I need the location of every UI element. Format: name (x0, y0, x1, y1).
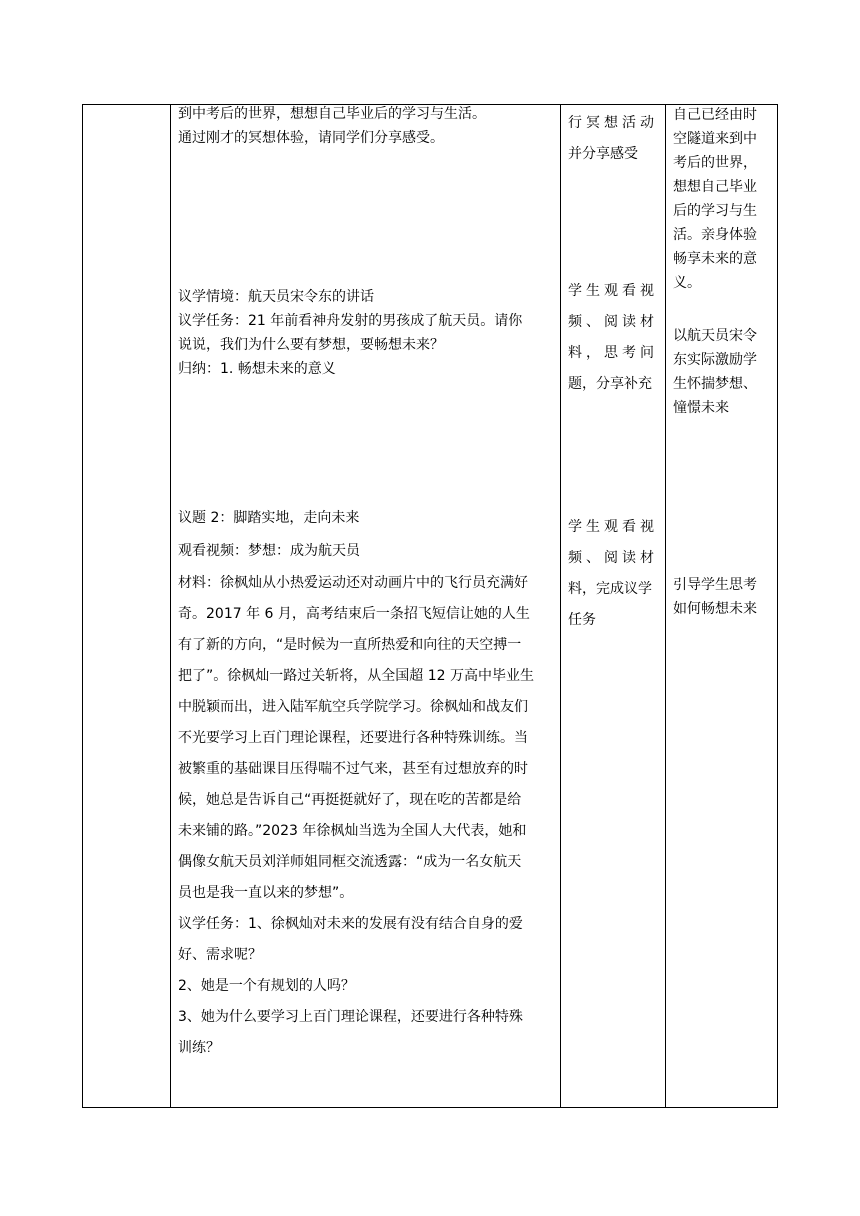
activity-line: 行冥想活动 (568, 115, 658, 131)
activity-line: 并分享感受 (568, 146, 638, 162)
column-divider-2 (560, 104, 561, 1108)
content-line: 候，她总是告诉自己“再挺挺就好了，现在吃的苦都是给 (178, 792, 522, 808)
content-line: 把了”。徐枫灿一路过关斩将，从全国超 12 万高中毕业生 (178, 668, 534, 684)
student-activity-bottom (568, 512, 658, 636)
activity-line: 任务 (568, 612, 596, 628)
activity-line: 频、阅读材 (568, 314, 658, 330)
content-line: 有了新的方向，“是时候为一直所热爱和向往的天空搏一 (178, 637, 522, 653)
student-activity-top (568, 108, 658, 170)
design-intent-top (673, 104, 757, 296)
content-line: 议学情境：航天员宋令东的讲话 (178, 289, 374, 305)
intent-line: 义。 (673, 275, 701, 291)
content-block-bottom (178, 502, 534, 1064)
intent-line: 想想自己毕业 (673, 179, 757, 195)
column-divider-1 (170, 104, 171, 1108)
intent-line: 畅享未来的意 (673, 251, 757, 267)
intent-line: 考后的世界， (673, 155, 757, 171)
content-line: 未来铺的路。”2023 年徐枫灿当选为全国人大代表，她和 (178, 823, 527, 839)
content-line: 中脱颖而出，进入陆军航空兵学院学习。徐枫灿和战友们 (178, 699, 528, 715)
student-activity-middle (568, 276, 658, 400)
content-line: 训练？ (178, 1040, 220, 1056)
activity-line: 料，思考问 (568, 345, 658, 361)
intent-line: 空隧道来到中 (673, 131, 757, 147)
intent-line: 东实际激励学 (673, 352, 757, 368)
content-line: 议学任务：21 年前看神舟发射的男孩成了航天员。请你 (178, 313, 523, 329)
content-line: 材料：徐枫灿从小热爱运动还对动画片中的飞行员充满好 (178, 575, 528, 591)
activity-line: 料，完成议学 (568, 581, 652, 597)
content-line: 观看视频：梦想：成为航天员 (178, 543, 360, 559)
intent-line: 生怀揣梦想、 (673, 376, 757, 392)
content-line: 议题 2：脚踏实地，走向未来 (178, 510, 360, 526)
content-line: 偶像女航天员刘洋师姐同框交流透露：“成为一名女航天 (178, 854, 522, 870)
design-intent-bottom (673, 574, 757, 622)
table-left-border (82, 104, 83, 1108)
content-line: 2、她是一个有规划的人吗？ (178, 978, 355, 994)
content-line: 3、她为什么要学习上百门理论课程，还要进行各种特殊 (178, 1009, 523, 1025)
content-line: 议学任务：1、徐枫灿对未来的发展有没有结合自身的爱 (178, 916, 523, 932)
table-bottom-border (82, 1107, 778, 1108)
content-line: 员也是我一直以来的梦想”。 (178, 885, 354, 901)
activity-line: 频、阅读材 (568, 550, 658, 566)
intent-line: 如何畅想未来 (673, 601, 757, 617)
content-line: 好、需求呢？ (178, 947, 262, 963)
intent-line: 以航天员宋令 (673, 328, 757, 344)
content-line: 归纳：1. 畅想未来的意义 (178, 361, 336, 377)
table-right-border (777, 104, 778, 1108)
content-line: 到中考后的世界，想想自己毕业后的学习与生活。 (178, 106, 486, 122)
intent-line: 活。亲身体验 (673, 227, 757, 243)
content-line: 不光要学习上百门理论课程，还要进行各种特殊训练。当 (178, 730, 528, 746)
content-line: 奇。2017 年 6 月，高考结束后一条招飞短信让她的人生 (178, 606, 530, 622)
intent-line: 自己已经由时 (673, 107, 757, 123)
content-block-middle (178, 286, 522, 382)
content-block-top (178, 103, 486, 151)
column-divider-3 (665, 104, 666, 1108)
intent-line: 憧憬未来 (673, 400, 729, 416)
content-line: 通过刚才的冥想体验，请同学们分享感受。 (178, 130, 444, 146)
activity-line: 题，分享补充 (568, 376, 652, 392)
activity-line: 学生观看视 (568, 283, 658, 299)
content-line: 说说，我们为什么要有梦想，要畅想未来？ (178, 337, 444, 353)
intent-line: 后的学习与生 (673, 203, 757, 219)
design-intent-middle (673, 325, 757, 421)
content-line: 被繁重的基础课目压得喘不过气来，甚至有过想放弃的时 (178, 761, 528, 777)
intent-line: 引导学生思考 (673, 577, 757, 593)
activity-line: 学生观看视 (568, 519, 658, 535)
